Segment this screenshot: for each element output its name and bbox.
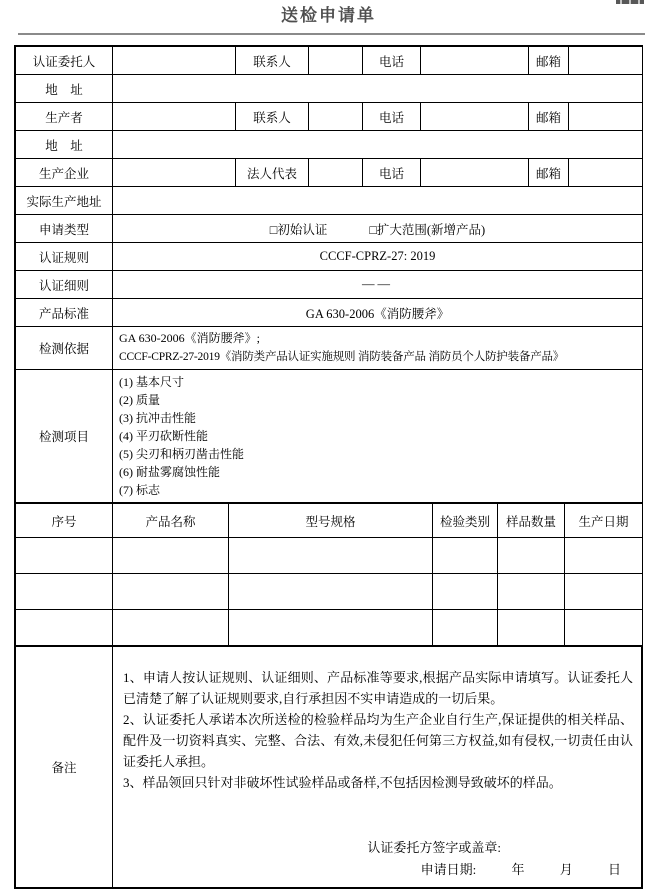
test-items-cell (113, 370, 643, 503)
header-inspection-category: 检验类别 (433, 504, 498, 538)
test-item: (6) 耐盐雾腐蚀性能 (119, 465, 220, 479)
producer-address-cell[interactable] (113, 131, 643, 159)
test-basis-line-2: CCCF-CPRZ-27-2019《消防类产品认证实施规则 消防装备产品 消防员个人防护装备产品》 (119, 351, 565, 363)
certification-rule-value: CCCF-CPRZ-27: 2019 (113, 243, 643, 271)
product-cell[interactable] (498, 610, 565, 646)
actual-site-cell[interactable] (113, 187, 643, 215)
applicant-phone-label: 电话 (363, 47, 421, 75)
actual-site-row (16, 187, 643, 215)
manufacturer-email-label: 邮箱 (529, 159, 569, 187)
checkbox-option-initial-certification[interactable]: □初始认证 (269, 222, 328, 237)
certification-rule-label: 认证规则 (16, 243, 113, 271)
checkbox-option-expand-scope[interactable]: □扩大范围(新增产品) (369, 222, 486, 237)
applicant-contact-label: 联系人 (236, 47, 309, 75)
product-table-row (16, 610, 643, 646)
applicant-label: 认证委托人 (16, 47, 113, 75)
producer-phone-cell[interactable] (421, 103, 529, 131)
product-cell[interactable] (113, 574, 229, 610)
applicant-email-cell[interactable] (569, 47, 643, 75)
signature-block (123, 837, 633, 881)
test-item: (7) 标志 (119, 483, 160, 497)
product-cell[interactable] (433, 538, 498, 574)
product-cell[interactable] (565, 610, 643, 646)
producer-email-label: 邮箱 (529, 103, 569, 131)
certification-rule-row (16, 243, 643, 271)
producer-address-row (16, 131, 643, 159)
test-items-label: 检测项目 (16, 370, 113, 503)
certification-detail-label: 认证细则 (16, 271, 113, 299)
remarks-content-cell (113, 647, 642, 888)
applicant-contact-cell[interactable] (309, 47, 363, 75)
title-divider (18, 33, 645, 35)
applicant-row (16, 47, 643, 75)
year-label: 年 (511, 862, 525, 877)
manufacturer-label: 生产企业 (16, 159, 113, 187)
remark-note-1: 1、申请人按认证规则、认证细则、产品标准等要求,根据产品实际申请填写。认证委托人已清楚了解了认证规则要求,自行承担因不实申请造成的一切后果。 (123, 670, 633, 706)
manufacturer-legal-rep-cell[interactable] (309, 159, 363, 187)
producer-value-cell[interactable] (113, 103, 236, 131)
product-cell[interactable] (16, 574, 113, 610)
header-product-name: 产品名称 (113, 504, 229, 538)
applicant-address-row (16, 75, 643, 103)
test-basis-row (16, 327, 643, 370)
manufacturer-phone-label: 电话 (363, 159, 421, 187)
producer-address-label: 地 址 (16, 131, 113, 159)
header-model-spec: 型号规格 (229, 504, 433, 538)
producer-phone-label: 电话 (363, 103, 421, 131)
product-standard-row (16, 299, 643, 327)
product-cell[interactable] (16, 610, 113, 646)
actual-site-label: 实际生产地址 (16, 187, 113, 215)
header-sample-quantity: 样品数量 (498, 504, 565, 538)
application-form-table (14, 45, 643, 889)
producer-email-cell[interactable] (569, 103, 643, 131)
remark-note-3: 3、样品领回只针对非破坏性试验样品或备样,不包括因检测导致破坏的样品。 (123, 775, 562, 790)
producer-row (16, 103, 643, 131)
remarks-label: 备注 (16, 647, 113, 888)
product-list-table (15, 503, 643, 646)
test-item: (5) 尖刃和柄刃凿击性能 (119, 447, 244, 461)
applicant-phone-cell[interactable] (421, 47, 529, 75)
producer-contact-label: 联系人 (236, 103, 309, 131)
test-item: (4) 平刃砍断性能 (119, 429, 208, 443)
test-basis-line-1: GA 630-2006《消防腰斧》; (119, 331, 261, 345)
product-cell[interactable] (565, 574, 643, 610)
producer-contact-cell[interactable] (309, 103, 363, 131)
product-table-row (16, 538, 643, 574)
product-cell[interactable] (498, 574, 565, 610)
product-cell[interactable] (113, 610, 229, 646)
applicant-email-label: 邮箱 (529, 47, 569, 75)
test-basis-cell (113, 327, 643, 370)
test-basis-label: 检测依据 (16, 327, 113, 370)
application-date-line (123, 859, 633, 881)
product-cell[interactable] (498, 538, 565, 574)
certification-detail-row (16, 271, 643, 299)
product-standard-value: GA 630-2006《消防腰斧》 (113, 299, 643, 327)
day-label: 日 (607, 862, 621, 877)
application-type-row (16, 215, 643, 243)
clipped-corner-text-fragment (616, 0, 644, 4)
applicant-address-cell[interactable] (113, 75, 643, 103)
product-cell[interactable] (16, 538, 113, 574)
month-label: 月 (559, 862, 573, 877)
page-title: 送检申请单 (281, 6, 376, 25)
manufacturer-legal-rep-label: 法人代表 (236, 159, 309, 187)
test-item: (2) 质量 (119, 393, 160, 407)
product-cell[interactable] (113, 538, 229, 574)
test-item: (3) 抗冲击性能 (119, 411, 196, 425)
header-serial-number: 序号 (16, 504, 113, 538)
application-type-cell (113, 215, 643, 243)
product-cell[interactable] (433, 610, 498, 646)
remark-note-2: 2、认证委托人承诺本次所送检的检验样品均为生产企业自行生产,保证提供的相关样品、配件及一切资料真实、完整、合法、有效,未侵犯任何第三方权益,如有侵权,一切责任由认证委托人承担。 (123, 712, 633, 769)
test-item: (1) 基本尺寸 (119, 375, 184, 389)
test-items-row (16, 370, 643, 503)
applicant-address-label: 地 址 (16, 75, 113, 103)
application-type-label: 申请类型 (16, 215, 113, 243)
product-table-header-row (16, 504, 643, 538)
product-cell[interactable] (433, 574, 498, 610)
manufacturer-value-cell[interactable] (113, 159, 236, 187)
manufacturer-email-cell[interactable] (569, 159, 643, 187)
document-header (0, 0, 657, 35)
product-cell[interactable] (565, 538, 643, 574)
product-standard-label: 产品标准 (16, 299, 113, 327)
certification-detail-value: —— (113, 271, 643, 299)
product-cell[interactable] (229, 610, 433, 646)
product-table-row (16, 574, 643, 610)
header-production-date: 生产日期 (565, 504, 643, 538)
product-cell[interactable] (229, 538, 433, 574)
party-info-table (15, 46, 643, 503)
application-date-label: 申请日期: (420, 862, 477, 877)
signature-line-label: 认证委托方签字或盖章: (367, 840, 501, 855)
remarks-row (16, 647, 642, 888)
producer-label: 生产者 (16, 103, 113, 131)
manufacturer-phone-cell[interactable] (421, 159, 529, 187)
remarks-table (15, 646, 642, 888)
manufacturer-row (16, 159, 643, 187)
product-cell[interactable] (229, 574, 433, 610)
applicant-value-cell[interactable] (113, 47, 236, 75)
